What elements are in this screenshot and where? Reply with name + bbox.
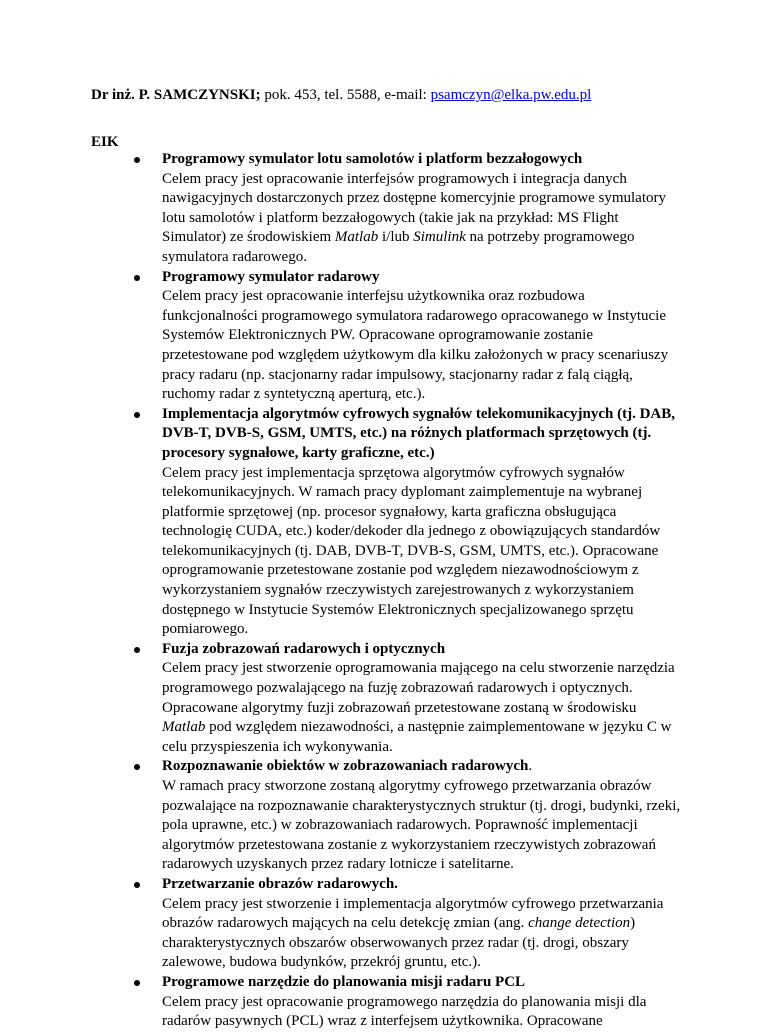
change-detection-term: change detection xyxy=(528,915,631,932)
desc-text: Celem pracy jest stworzenie i implementacja algorytmów cyfrowego przetwarzania obrazów radarowych mających na celu detekcję zmian (ang. xyxy=(162,895,664,932)
bullet-icon xyxy=(134,157,140,163)
topic-title: Przetwarzanie obrazów radarowych. xyxy=(162,875,398,892)
desc-text: i/lub xyxy=(378,229,414,246)
topic-description xyxy=(162,659,682,757)
desc-text: pod względem niezawodności, a następnie zaimplementowane w języku C w celu przyspieszenia ich wykonywania. xyxy=(162,719,672,755)
topic-title: Programowy symulator radarowy xyxy=(162,268,380,285)
topic-description: Celem pracy jest implementacja sprzętowa algorytmów cyfrowych sygnałów telekomunikacyjnych. W ramach pracy dyplomant zaimplementuje na wybranej platformie sprzętowej (np. procesor sygnałowy, karta graficzna obsługująca technologię CUDA, etc.) koder/dekoder dla jednego z obowiązujących standardów telekomunikacyjnych (tj. DAB, DVB-T, DVB-S, GSM, UMTS, etc.). Opracowane oprogramowanie przetestowane zostanie pod względem niezawodnościowym z wykorzystaniem sygnałów rzeczywistych zarejestrowanych z wykorzystaniem dostępnego w Instytucie Systemów Elektronicznych specjalizowanego sprzętu pomiarowego. xyxy=(162,464,661,638)
topic-description xyxy=(162,895,682,973)
topic-list xyxy=(0,150,768,1032)
email-link[interactable]: psamczyn@elka.pw.edu.pl xyxy=(430,87,592,103)
topic-description xyxy=(162,170,682,268)
topic-title-line xyxy=(162,757,682,777)
list-item xyxy=(0,640,768,758)
topic-description: Celem pracy jest opracowanie programowego narzędzia do planowania misji dla radarów pasywnych (PCL) wraz z interfejsem użytkownika. Opracowane xyxy=(162,993,647,1030)
simulink-term: Simulink xyxy=(413,229,466,246)
supervisor-name: Dr inż. P. SAMCZYNSKI; xyxy=(91,87,261,103)
matlab-term: Matlab xyxy=(334,229,379,246)
bullet-icon xyxy=(134,647,140,653)
topic-description: Celem pracy jest opracowanie interfejsu użytkownika oraz rozbudowa funkcjonalności programowego symulatora radarowego opracowanego w Instytucie Systemów Elektronicznych PW. Opracowane oprogramowanie zostanie przetestowane pod względem użytkowym dla kilku założonych w pracy scenariuszy pracy radaru (np. stacjonarny radar impulsowy, stacjonarny radar z falą ciągłą, ruchomy radar z syntetyczną aperturą, etc.). xyxy=(162,288,669,403)
topic-title: Fuzja zobrazowań radarowych i optycznych xyxy=(162,640,446,657)
desc-text: Celem pracy jest stworzenie oprogramowania mającego na celu stworzenie narzędzia programowego pozwalającego na fuzję zobrazowań radarowych i optycznych. Opracowane algorytmy fuzji zobrazowań przetestowane zostaną w środowisku xyxy=(162,660,675,716)
list-item xyxy=(0,268,768,405)
topic-title: Rozpoznawanie obiektów w zobrazowaniach radarowych xyxy=(162,758,529,775)
contact-info: pok. 453, tel. 5588, e-mail: xyxy=(260,87,431,103)
bullet-icon xyxy=(134,412,140,418)
bullet-icon xyxy=(134,764,140,770)
topic-title: Programowy symulator lotu samolotów i platform bezzałogowych xyxy=(162,151,583,167)
matlab-term: Matlab xyxy=(162,719,206,736)
bullet-icon xyxy=(134,882,140,888)
title-suffix: . xyxy=(528,758,533,775)
topic-title: Implementacja algorytmów cyfrowych sygnałów telekomunikacyjnych (tj. DAB, DVB-T, DVB-S, GSM, UMTS, etc.) na różnych platformach sprzętowych (tj. procesory sygnałowe, karty graficzne, etc.) xyxy=(162,405,676,461)
list-item xyxy=(0,150,768,268)
desc-text: Celem pracy jest opracowanie interfejsów programowych i integracja danych nawigacyjnych dostarczonych przez dostępne komercyjnie programowe symulatory lotu samolotów i platform bezzałogowych (takie jak na przykład: MS Flight Simulator) ze środowiskiem xyxy=(162,170,666,246)
list-item xyxy=(0,757,768,875)
topic-description: W ramach pracy stworzone zostaną algorytmy cyfrowego przetwarzania obrazów pozwalające na rozpoznawanie charakterystycznych struktur (tj. drogi, budynki, rzeki, pola uprawne, etc.) w zobrazowaniach radarowych. Poprawność implementacji algorytmów przetestowana zostanie z wykorzystaniem rzeczywistych zobrazowań radarowych uzyskanych przez radary lotnicze i satelitarne. xyxy=(162,778,681,873)
topic-title: Programowe narzędzie do planowania misji radaru PCL xyxy=(162,973,526,990)
bullet-icon xyxy=(134,980,140,986)
desc-text: na potrzeby programowego symulatora radarowego. xyxy=(162,229,635,265)
bullet-icon xyxy=(134,275,140,281)
contact-header xyxy=(91,86,731,106)
department-label: EIK xyxy=(91,134,119,150)
list-item xyxy=(0,973,768,1032)
desc-text: ) charakterystycznych obszarów obserwowanych przez radar (tj. drogi, obszary zalewowe, budowa budynków, przekrój gruntu, etc.). xyxy=(162,915,636,971)
list-item xyxy=(0,875,768,973)
list-item xyxy=(0,405,768,640)
